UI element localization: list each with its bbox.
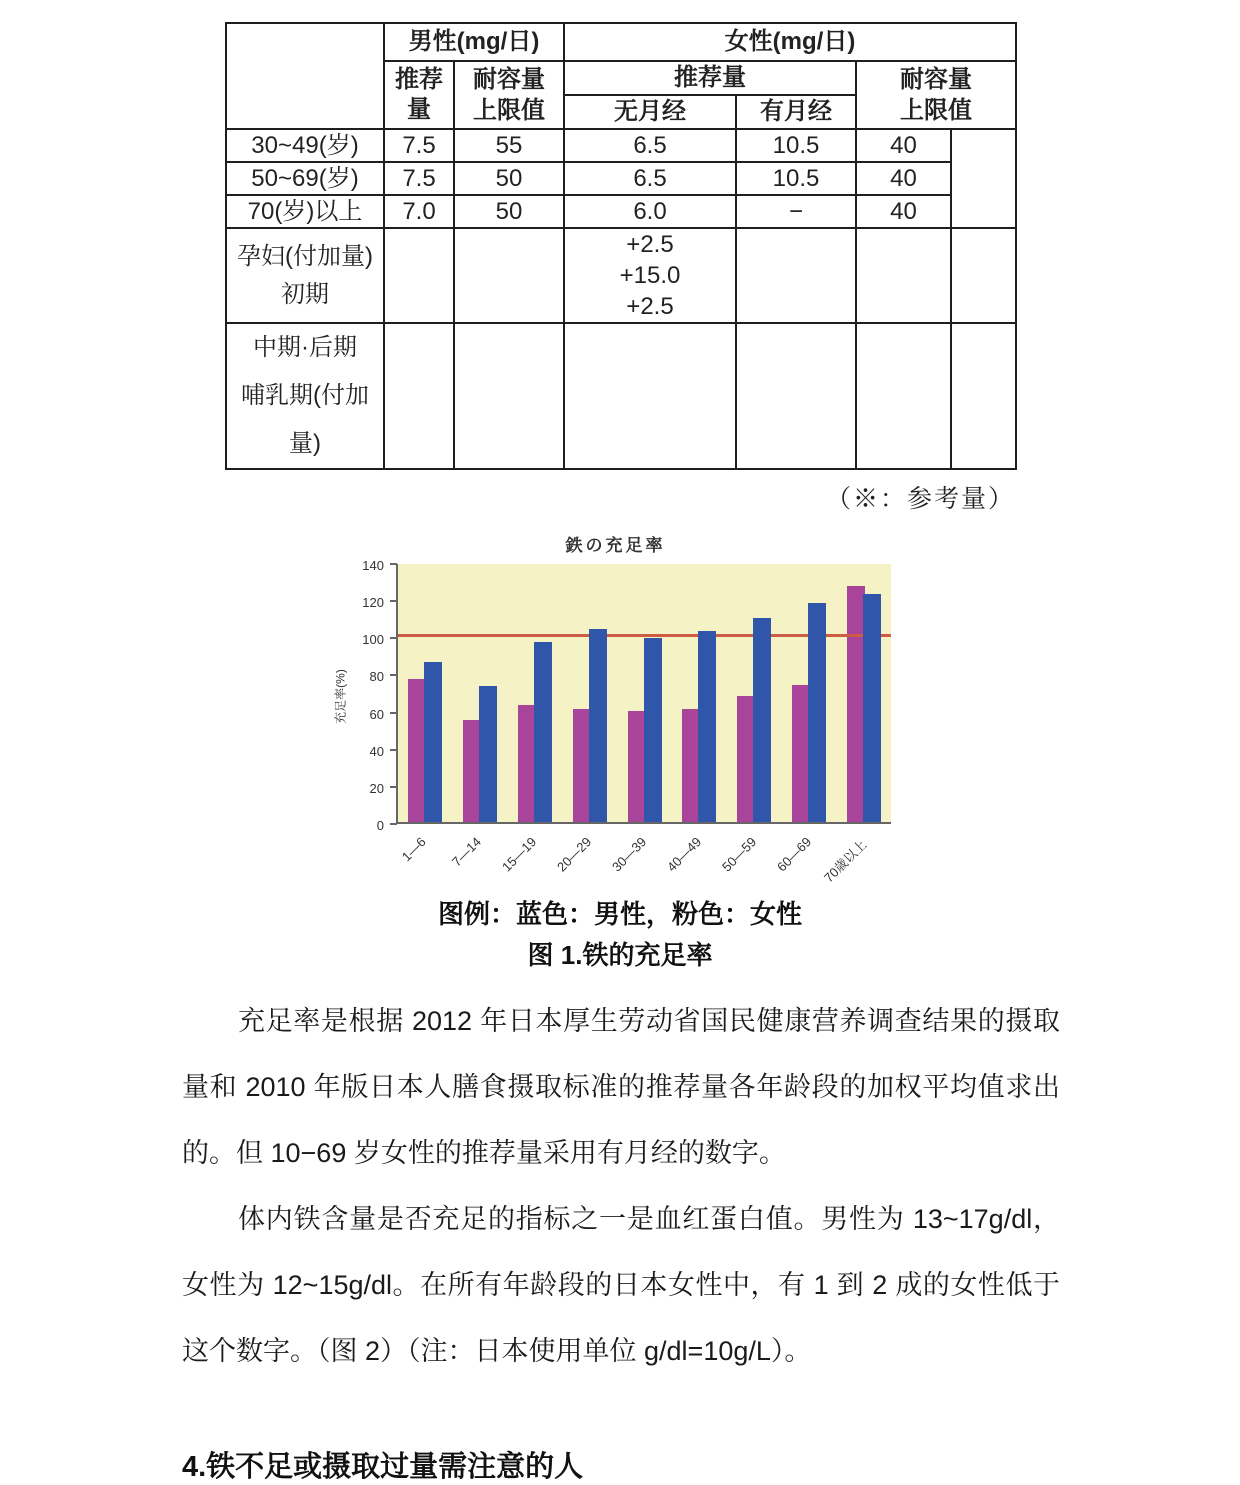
menses-header: 有月经 — [736, 95, 856, 129]
bar-男性 — [479, 686, 497, 822]
male-upper-limit-line2: 上限值 — [473, 97, 545, 124]
table-cell-empty — [951, 323, 1016, 469]
female-upper-value: 40 — [856, 195, 951, 228]
iron-sufficiency-chart — [328, 531, 903, 888]
y-tick-label: 120 — [362, 595, 384, 611]
table-cell-empty — [454, 228, 564, 323]
female-upper-limit-line2: 上限值 — [900, 97, 972, 124]
row-label: 30~49(岁) — [226, 129, 384, 162]
chart-legend: 图例：蓝色：男性，粉色：女性 — [437, 899, 802, 929]
male-upper-value: 50 — [454, 195, 564, 228]
male-upper-value: 55 — [454, 129, 564, 162]
female-group-header: 女性(mg/日) — [564, 23, 1016, 61]
bar-group — [562, 564, 617, 822]
bar-group — [398, 564, 453, 822]
chart-title: 鉄の充足率 — [565, 536, 666, 555]
chart-plot — [396, 564, 891, 824]
table-cell-empty — [384, 228, 454, 323]
menses-value: − — [736, 195, 856, 228]
row-label-line1: 孕妇(付加量) — [237, 242, 373, 270]
additional-value: +2.5 — [626, 231, 674, 258]
row-label — [226, 228, 384, 323]
table-corner-cell — [226, 23, 384, 129]
menses-value: 10.5 — [736, 129, 856, 162]
chart-bars — [398, 564, 891, 822]
y-tick-label: 20 — [369, 780, 384, 796]
male-upper-limit-line1: 耐容量 — [473, 65, 545, 93]
paragraph: 体内铁含量是否充足的指标之一是血红蛋白值。男性为 13~17g/dl，女性为 12~15g/dl。在所有年龄段的日本女性中，有 1 到 2 成的女性低于这个数字。（图 2）（注：日本使用单位 g/dl=10g/L）。 — [182, 1204, 1060, 1366]
table-cell-empty — [384, 323, 454, 469]
bar-group — [453, 564, 508, 822]
female-upper-value: 40 — [856, 129, 951, 162]
no-menses-value: 6.5 — [564, 162, 736, 195]
x-tick-label: 40—49 — [663, 834, 704, 875]
x-tick-label: 60—69 — [773, 834, 814, 875]
chart-body — [328, 558, 903, 833]
bar-男性 — [589, 629, 607, 822]
y-tick-label: 60 — [369, 706, 384, 722]
x-label-cell — [448, 824, 506, 888]
bar-男性 — [644, 638, 662, 822]
female-upper-limit-line1: 耐容量 — [900, 65, 972, 93]
table-row-lactation — [226, 323, 1016, 469]
bar-男性 — [863, 594, 881, 822]
table-cell-empty — [856, 228, 951, 323]
section-heading: 4.铁不足或摄取过量需注意的人 — [182, 1451, 584, 1483]
row-label-line2: 哺乳期(付加量) — [241, 382, 369, 457]
x-tick-label: 50—59 — [718, 834, 759, 875]
male-group-header: 男性(mg/日) — [384, 23, 564, 61]
bar-男性 — [753, 618, 771, 822]
male-upper-value: 50 — [454, 162, 564, 195]
female-upper-limit-header — [856, 61, 1016, 129]
table-row-70-plus — [226, 195, 1016, 228]
bar-group — [672, 564, 727, 822]
bar-男性 — [808, 603, 826, 822]
additional-value: +15.0 — [619, 262, 681, 289]
x-tick-label: 20—29 — [553, 834, 594, 875]
bar-group — [617, 564, 672, 822]
x-label-cell — [663, 824, 726, 888]
x-label-cell — [718, 824, 781, 888]
chart-y-axis-label — [328, 564, 352, 824]
row-label — [226, 323, 384, 469]
document-page — [0, 22, 1240, 1483]
table-cell-empty — [951, 228, 1016, 323]
bar-男性 — [698, 631, 716, 822]
table-cell-empty — [454, 323, 564, 469]
x-tick-label: 30—39 — [608, 834, 649, 875]
x-tick-label: 15—19 — [498, 834, 539, 875]
y-tick-label: 140 — [362, 558, 384, 573]
row-label: 70(岁)以上 — [226, 195, 384, 228]
bar-group — [781, 564, 836, 822]
menses-value: 10.5 — [736, 162, 856, 195]
no-menses-additional-values — [564, 228, 736, 323]
y-tick-label: 0 — [376, 818, 384, 833]
iron-intake-table — [225, 22, 1017, 470]
x-label-cell — [821, 824, 891, 888]
y-tick-label: 80 — [369, 669, 384, 685]
table-cell-empty — [736, 323, 856, 469]
row-label: 50~69(岁) — [226, 162, 384, 195]
body-text — [182, 988, 1060, 1384]
male-upper-limit-header — [454, 61, 564, 129]
x-label-cell — [608, 824, 671, 888]
table-row-50-69 — [226, 162, 1016, 195]
bar-男性 — [424, 662, 442, 822]
table-row-30-49 — [226, 129, 1016, 162]
x-tick-label: 7—14 — [448, 834, 484, 870]
y-tick-label: 100 — [362, 632, 384, 648]
table-cell-empty — [951, 129, 1016, 228]
row-label-line2: 初期 — [281, 280, 329, 308]
x-tick-label: 70歳以上 — [821, 836, 870, 886]
y-axis-label-text: 充足率(%) — [333, 669, 348, 724]
male-recommended-header: 推荐量 — [384, 61, 454, 129]
male-recommended-value: 7.0 — [384, 195, 454, 228]
y-tick-label: 40 — [369, 743, 384, 759]
chart-x-labels — [396, 824, 891, 888]
male-recommended-value: 7.5 — [384, 129, 454, 162]
male-recommended-value: 7.5 — [384, 162, 454, 195]
x-label-cell — [396, 824, 451, 888]
table-row-pregnant — [226, 228, 1016, 323]
table-cell-empty — [856, 323, 951, 469]
table-footnote: （※：参考量） — [825, 485, 1015, 513]
table-cell-empty — [564, 323, 736, 469]
x-label-cell — [498, 824, 561, 888]
chart-caption: 图 1.铁的充足率 — [527, 940, 713, 970]
paragraph: 充足率是根据 2012 年日本厚生劳动省国民健康营养调查结果的摄取量和 2010 年版日本人膳食摄取标准的推荐量各年龄段的加权平均值求出的。但 10−69 岁女性的推荐量采用有月经的数字。 — [182, 1006, 1060, 1168]
no-menses-header: 无月经 — [564, 95, 736, 129]
x-tick-label: 1—6 — [398, 834, 429, 865]
chart-y-axis — [352, 558, 396, 833]
bar-group — [508, 564, 563, 822]
bar-group — [836, 564, 891, 822]
row-label-line1: 中期·后期 — [253, 334, 357, 361]
female-recommended-header: 推荐量 — [564, 61, 856, 95]
no-menses-value: 6.0 — [564, 195, 736, 228]
x-label-cell — [553, 824, 616, 888]
additional-value: +2.5 — [626, 293, 674, 320]
female-upper-value: 40 — [856, 162, 951, 195]
table-cell-empty — [736, 228, 856, 323]
bar-group — [727, 564, 782, 822]
bar-男性 — [534, 642, 552, 822]
no-menses-value: 6.5 — [564, 129, 736, 162]
